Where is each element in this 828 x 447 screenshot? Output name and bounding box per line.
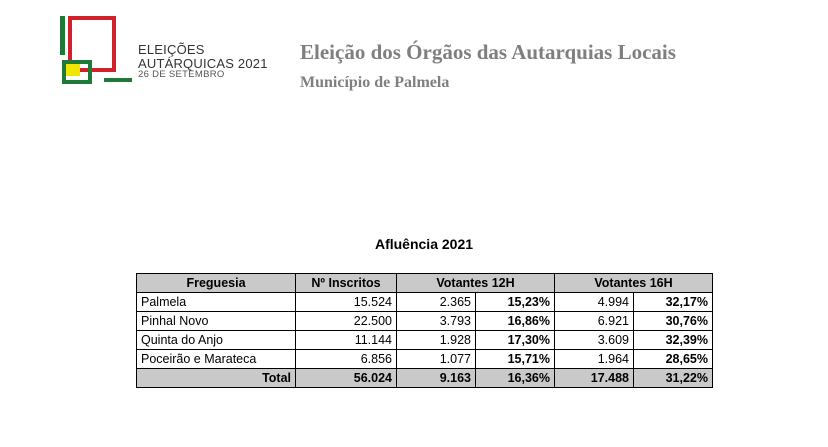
- cell-inscritos: 6.856: [296, 350, 397, 369]
- table-row: [137, 293, 713, 312]
- table-total-row: [137, 369, 713, 388]
- cell-votantes-16h: 6.921: [555, 312, 634, 331]
- cell-votantes-12h: 2.365: [397, 293, 476, 312]
- logo-line-1: ELEIÇÕES: [138, 42, 205, 57]
- cell-total-pct-16h: 31,22%: [634, 369, 713, 388]
- cell-total-label: Total: [137, 369, 296, 388]
- table-header-row: [137, 274, 713, 293]
- page-title: Eleição dos Órgãos das Autarquias Locais: [300, 40, 676, 64]
- header-votantes-16h: Votantes 16H: [555, 274, 713, 293]
- cell-pct-16h: 32,39%: [634, 331, 713, 350]
- header-inscritos: Nº Inscritos: [296, 274, 397, 293]
- cell-votantes-12h: 1.928: [397, 331, 476, 350]
- election-logo: [60, 14, 130, 84]
- cell-total-inscritos: 56.024: [296, 369, 397, 388]
- logo-line-3: 26 DE SETEMBRO: [138, 69, 225, 81]
- cell-total-votantes-16h: 17.488: [555, 369, 634, 388]
- cell-inscritos: 11.144: [296, 331, 397, 350]
- logo-green-underline: [104, 78, 132, 82]
- turnout-table: [136, 273, 713, 388]
- cell-inscritos: 22.500: [296, 312, 397, 331]
- table-row: [137, 350, 713, 369]
- cell-votantes-16h: 1.964: [555, 350, 634, 369]
- cell-votantes-16h: 4.994: [555, 293, 634, 312]
- cell-freguesia: Pinhal Novo: [137, 312, 296, 331]
- cell-pct-16h: 30,76%: [634, 312, 713, 331]
- header-votantes-12h: Votantes 12H: [397, 274, 555, 293]
- header-freguesia: Freguesia: [137, 274, 296, 293]
- logo-green-square: [62, 60, 92, 84]
- logo-green-bar: [60, 16, 65, 55]
- cell-pct-12h: 16,86%: [476, 312, 555, 331]
- cell-inscritos: 15.524: [296, 293, 397, 312]
- table-row: [137, 331, 713, 350]
- cell-freguesia: Palmela: [137, 293, 296, 312]
- cell-pct-12h: 15,23%: [476, 293, 555, 312]
- cell-total-votantes-12h: 9.163: [397, 369, 476, 388]
- cell-votantes-16h: 3.609: [555, 331, 634, 350]
- table-title: Afluência 2021: [374, 236, 474, 252]
- cell-pct-16h: 32,17%: [634, 293, 713, 312]
- cell-votantes-12h: 1.077: [397, 350, 476, 369]
- cell-votantes-12h: 3.793: [397, 312, 476, 331]
- cell-total-pct-12h: 16,36%: [476, 369, 555, 388]
- logo-text: [138, 43, 268, 80]
- logo-line-2: AUTÁRQUICAS 2021: [138, 55, 268, 71]
- cell-freguesia: Quinta do Anjo: [137, 331, 296, 350]
- cell-pct-16h: 28,65%: [634, 350, 713, 369]
- cell-pct-12h: 17,30%: [476, 331, 555, 350]
- page-subtitle: Município de Palmela: [300, 74, 450, 91]
- cell-pct-12h: 15,71%: [476, 350, 555, 369]
- table-row: [137, 312, 713, 331]
- cell-freguesia: Poceirão e Marateca: [137, 350, 296, 369]
